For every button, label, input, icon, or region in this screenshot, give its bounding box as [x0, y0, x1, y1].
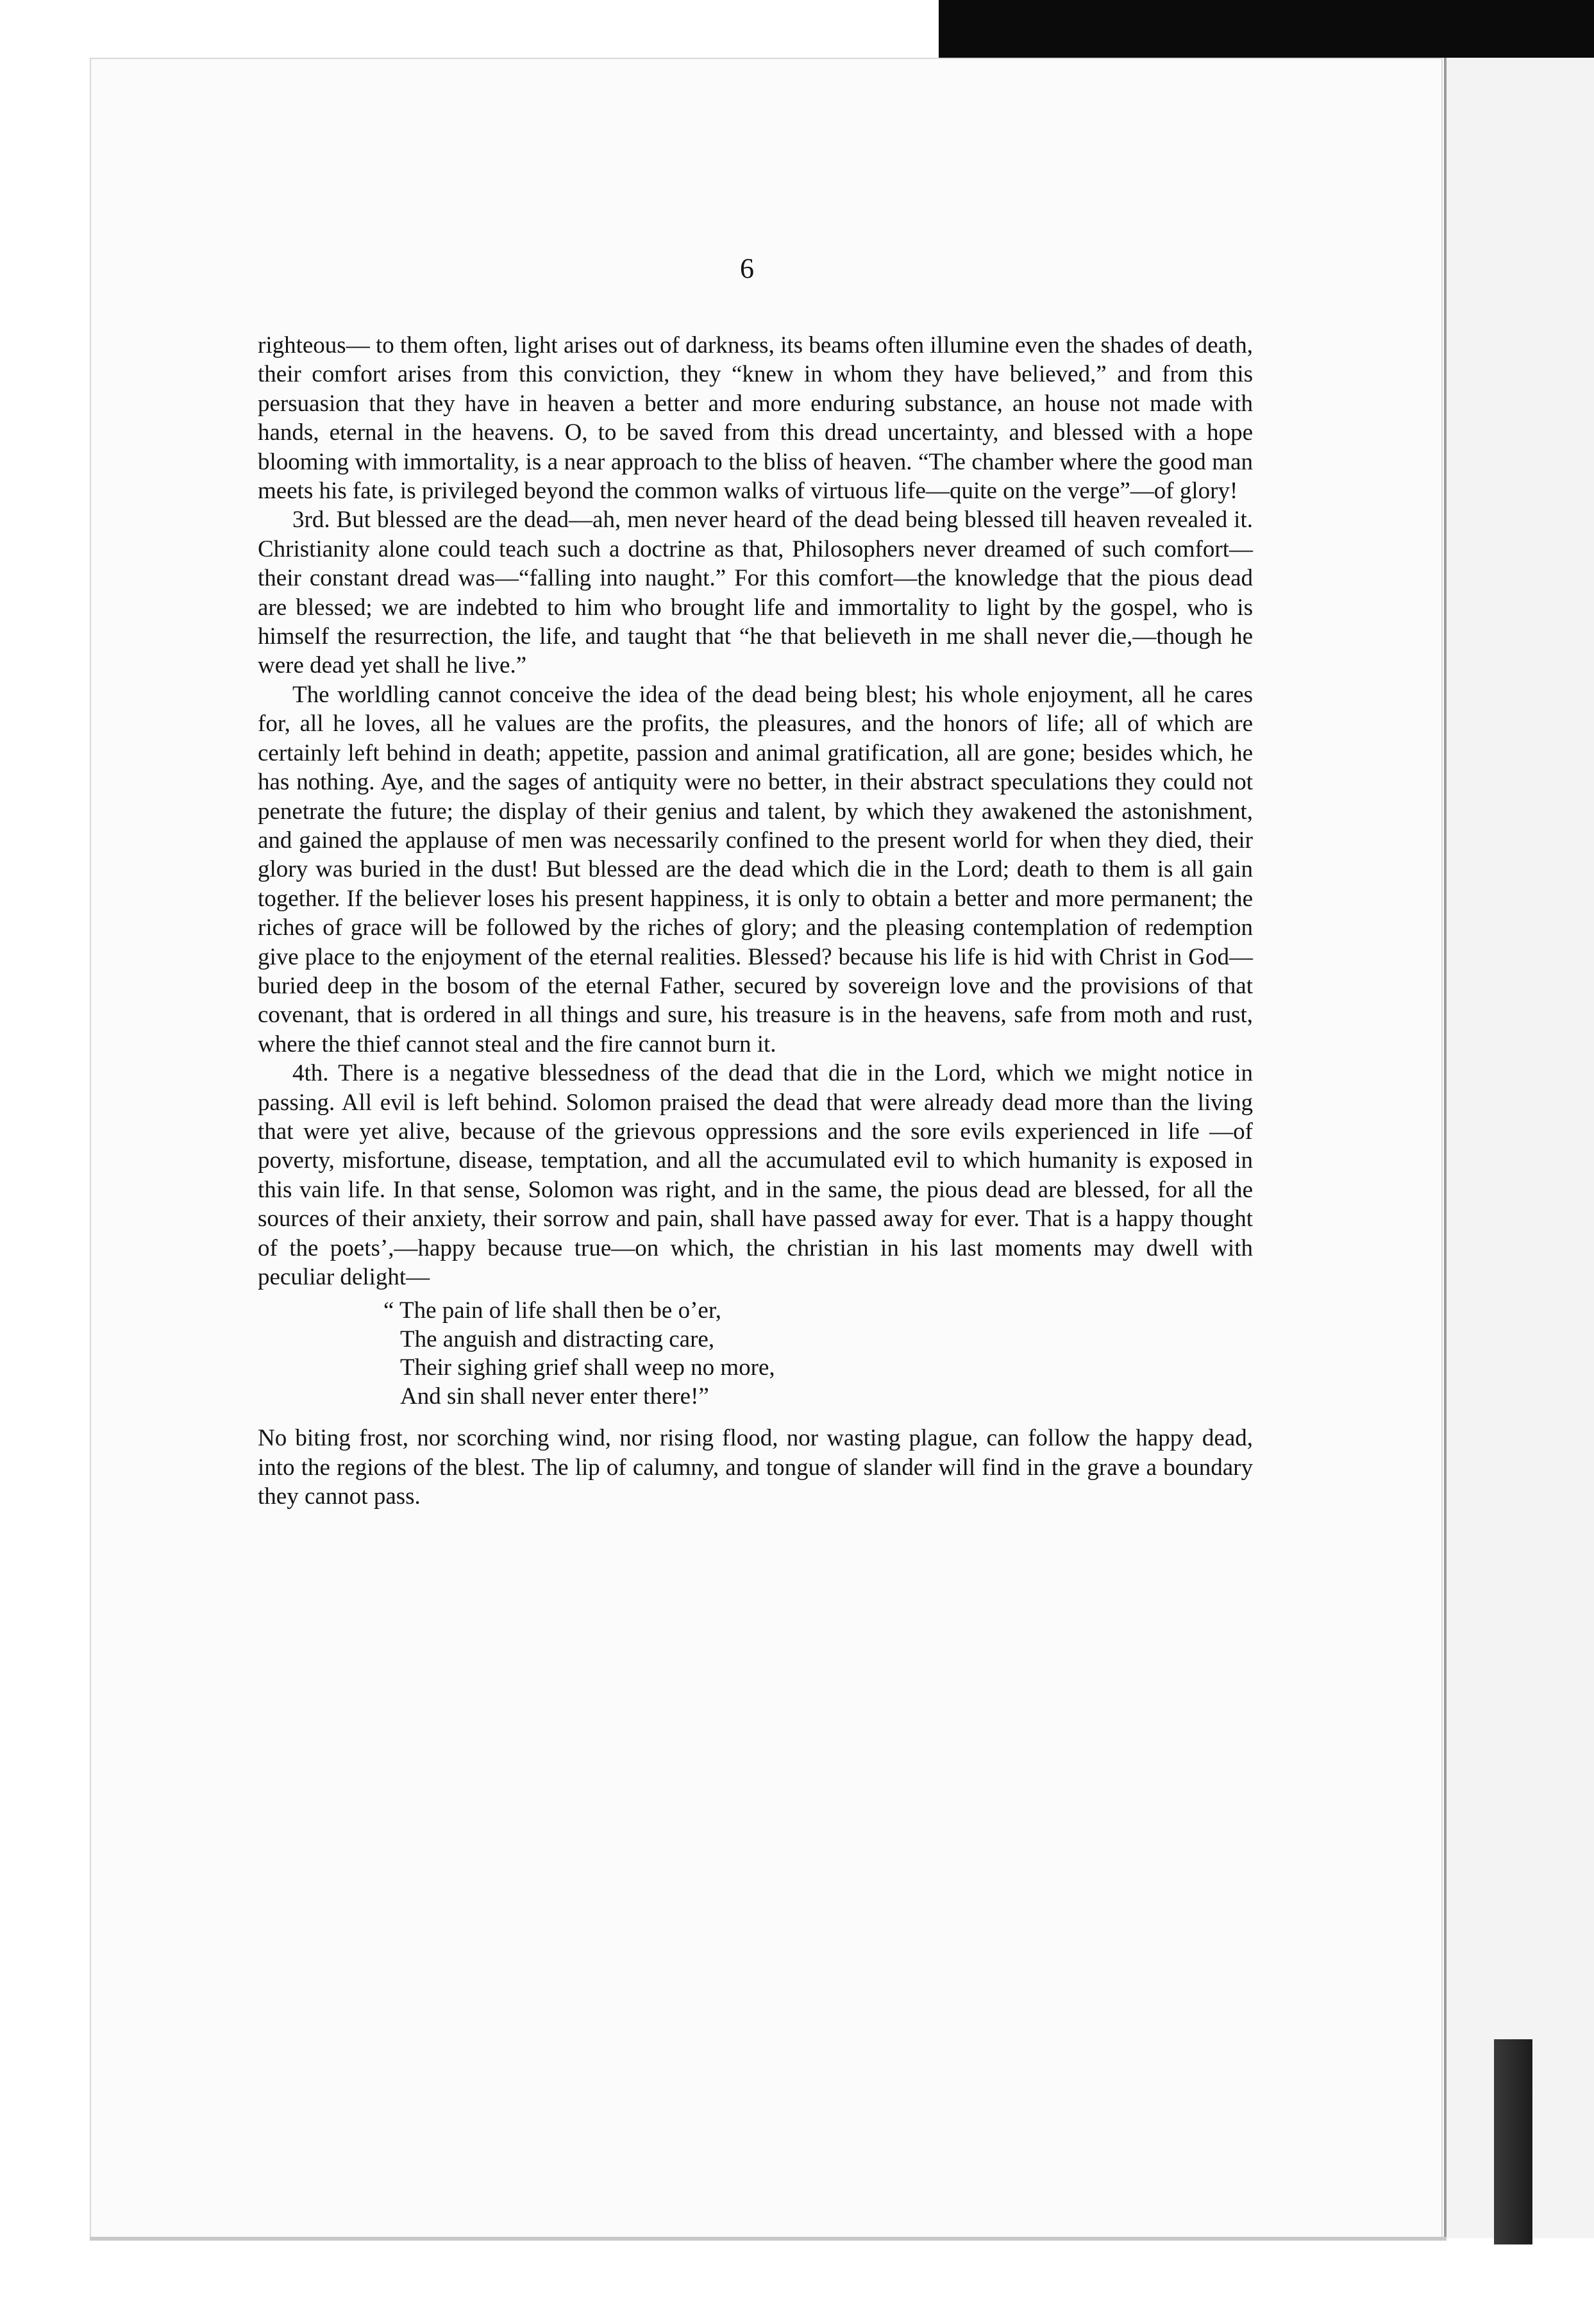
adjacent-page-edge — [1447, 58, 1594, 2238]
paragraph-righteous: righteous— to them often, light arises out of darkness, its beams often illumine even the shades of death, their comfort arises from this conviction, they “knew in whom they have believed,” and from this persuasion that they have in heaven a better and more enduring substance, an house not made with hands, eternal in the heavens. O, to be saved from this dread uncertainty, and blessed with a hope blooming with immortality, is a near approach to the bliss of heaven. “The chamber where the good man meets his fate, is privileged beyond the common walks of virtuous life—quite on the verge”—of glory! — [258, 332, 1253, 505]
scan-shadow-bottom-right — [1494, 2039, 1532, 2244]
paragraph-worldling: The worldling cannot conceive the idea of the dead being blest; his whole enjoyment, all he cares for, all he loves, all he values are the profits, the pleasures, and the honors of life; all of which are certainly left behind in death; appetite, passion and animal gratification, all are gone; besides which, he has nothing. Aye, and the sages of antiquity were no better, in their abstract speculations they could not penetrate the future; the display of their genius and talent, by which they awakened the astonishment, and gained the applause of men was necessarily confined to the present world for when they died, their glory was buried in the dust! But blessed are the dead which die in the Lord; death to them is all gain together. If the believer loses his present happiness, it is only to obtain a better and more permanent; the riches of grace will be followed by the riches of glory; and the pleasing contemplation of redemption give place to the enjoyment of the eternal realities. Blessed? because his life is hid with Christ in God—buried deep in the bosom of the eternal Father, secured by sovereign love and the provisions of that covenant, that is ordered in all things and sure, his treasure is in the heavens, safe from moth and rust, where the thief cannot steal and the fire cannot burn it. — [258, 681, 1253, 1057]
body-text — [258, 331, 1253, 1511]
scan-border-top-right — [939, 0, 1594, 58]
paragraph-fourth-point: 4th. There is a negative blessedness of the dead that die in the Lord, which we might notice in passing. All evil is left behind. Solomon praised the dead that were already dead more than the living that were yet alive, because of the grievous oppressions and the sore evils experienced in life —of poverty, misfortune, disease, temptation, and all the accumulated evil to which humanity is exposed in this vain life. In that sense, Solomon was right, and in the same, the pious dead are blessed, for all the sources of their anxiety, their sorrow and pain, shall have passed away for ever. That is a happy thought of the poets’,—happy because true—on which, the christian in his last moments may dwell with peculiar delight— — [258, 1060, 1253, 1290]
verse-quotation — [258, 1297, 1253, 1411]
paragraph-third-point: 3rd. But blessed are the dead—ah, men never heard of the dead being blessed till heaven revealed it. Christianity alone could teach such a doctrine as that, Philosophers never dreamed of such comfort—their constant dread was—“falling into naught.” For this comfort—the knowledge that the pious dead are blessed; we are indebted to him who brought life and immortality to light by the gospel, who is himself the resurrection, the life, and taught that “he that believeth in me shall never die,—though he were dead yet shall he live.” — [258, 507, 1253, 679]
verse-line-4: And sin shall never enter there!” — [400, 1383, 709, 1410]
page-bottom-edge — [90, 2237, 1447, 2241]
verse-line-1: “ The pain of life shall then be o’er, — [383, 1297, 721, 1324]
paragraph-closing: No biting frost, nor scorching wind, nor rising flood, nor wasting plague, can follow the happy dead, into the regions of the blest. The lip of calumny, and tongue of slander will find in the grave a boundary they cannot pass. — [258, 1425, 1253, 1510]
verse-line-3: Their sighing grief shall weep no more, — [400, 1354, 775, 1381]
verse-line-2: The anguish and distracting care, — [400, 1326, 715, 1352]
page-number: 6 — [740, 253, 754, 284]
